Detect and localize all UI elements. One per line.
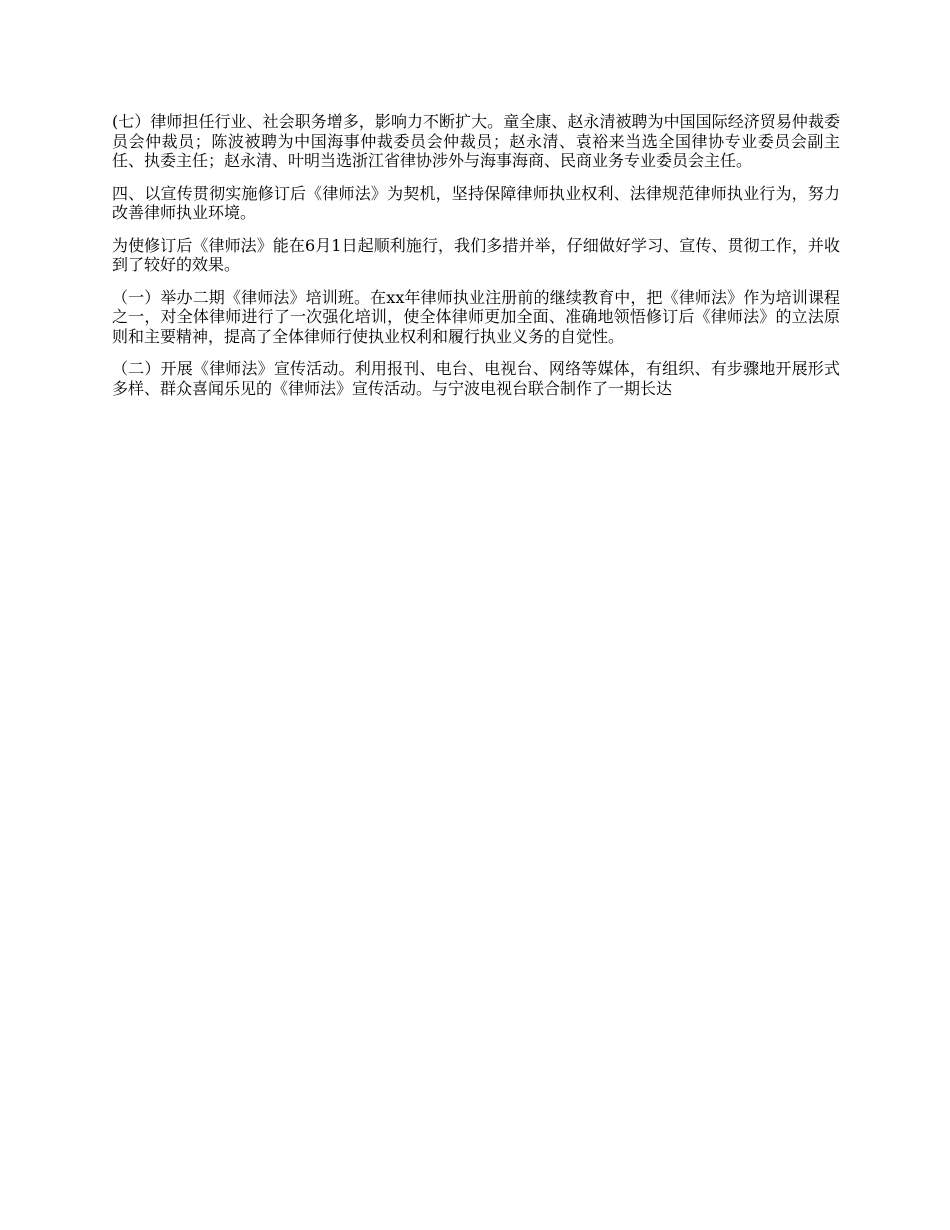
paragraph-section-4-heading: 四、以宣传贯彻实施修订后《律师法》为契机，坚持保障律师执业权利、法律规范律师执业行为，努力改善律师执业环境。 xyxy=(112,183,840,222)
paragraph-item-1: （一）举办二期《律师法》培训班。在xx年律师执业注册前的继续教育中，把《律师法》作为培训课程之一，对全体律师进行了一次强化培训，使全体律师更加全面、准确地领悟修订后《律师法》的立法原则和主要精神，提高了全体律师行使执业权利和履行执业义务的自觉性。 xyxy=(112,287,840,346)
paragraph-intro: 为使修订后《律师法》能在6月1日起顺利施行，我们多措并举，仔细做好学习、宣传、贯彻工作，并收到了较好的效果。 xyxy=(112,235,840,274)
paragraph-section-7: (七）律师担任行业、社会职务增多，影响力不断扩大。童全康、赵永清被聘为中国国际经济贸易仲裁委员会仲裁员；陈波被聘为中国海事仲裁委员会仲裁员；赵永清、袁裕来当选全国律协专业委员会副主任、执委主任；赵永清、叶明当选浙江省律协涉外与海事海商、民商业务专业委员会主任。 xyxy=(112,112,840,170)
document-page xyxy=(112,112,840,411)
paragraph-item-2: （二）开展《律师法》宣传活动。利用报刊、电台、电视台、网络等媒体，有组织、有步骤地开展形式多样、群众喜闻乐见的《律师法》宣传活动。与宁波电视台联合制作了一期长达 xyxy=(112,359,840,398)
